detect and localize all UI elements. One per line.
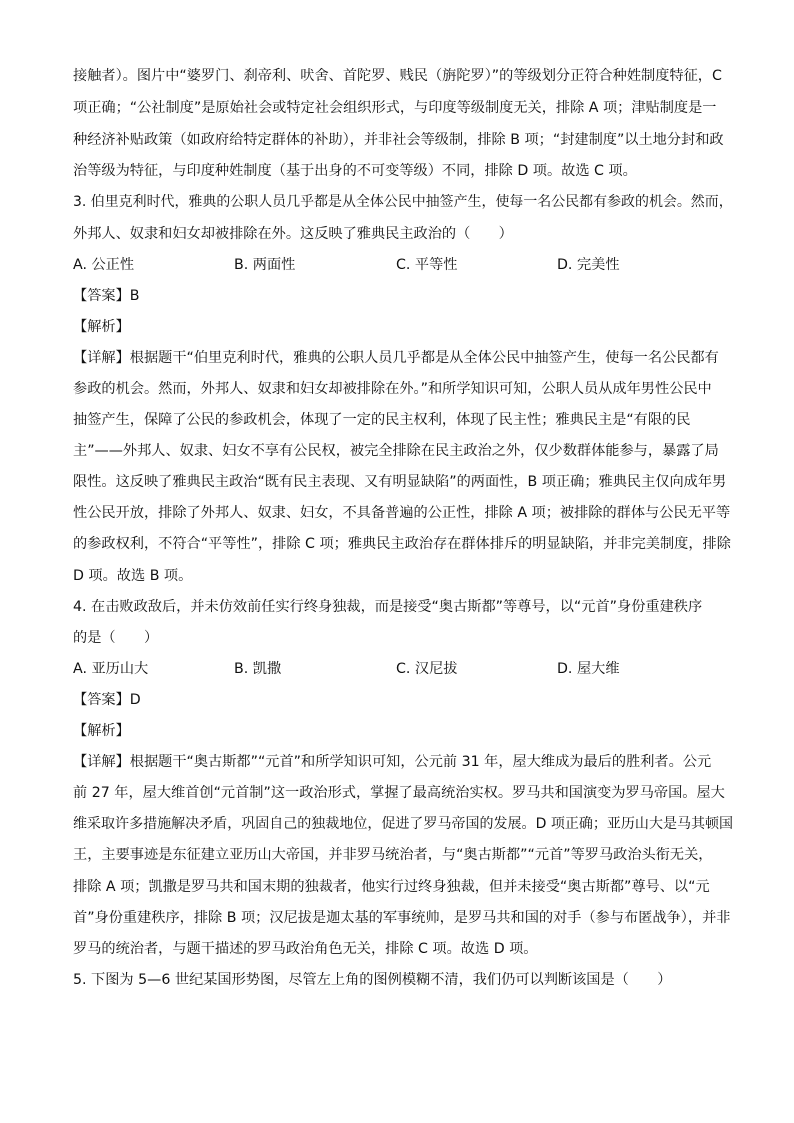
question-3-option-a: A. 公正性 [73,257,135,273]
question-4-option-b: B. 凯撒 [234,661,282,677]
question-3-stem: 3. 伯里克利时代，雅典的公职人员几乎都是从全体公民中抽签产生，使每一名公民都有参政的机会。然而， [73,194,733,210]
question-3-answer: 【答案】B [73,288,140,304]
question-3-detail-line: 性公民开放，排除了外邦人、奴隶、妇女，不具备普遍的公正性，排除 A 项；被排除的群体与公民无平等 [73,505,731,521]
question-3-option-c: C. 平等性 [396,257,458,273]
question-4-detail-line: 首”身份重建秩序，排除 B 项；汉尼拔是迦太基的军事统帅，是罗马共和国的对手（参与布匿战争），并非 [73,910,731,926]
text-line: 治等级为特征，与印度种姓制度（基于出身的不可变等级）不同，排除 D 项。故选 C 项。 [73,163,637,179]
question-3-stem: 外邦人、奴隶和妇女却被排除在外。这反映了雅典民主政治的（ ） [73,226,513,242]
question-4-detail-line: 王，主要事迹是东征建立亚历山大帝国，并非罗马统治者，与“奥古斯都”“元首”等罗马政治头衔无关， [73,847,713,863]
question-3-detail-line: 【详解】根据题干“伯里克利时代，雅典的公职人员几乎都是从全体公民中抽签产生，使每一名公民都有 [73,350,719,366]
question-4-detail-line: 罗马的统治者，与题干描述的罗马政治角色无关，排除 C 项。故选 D 项。 [73,941,538,957]
question-3-detail-line: 主”——外邦人、奴隶、妇女不享有公民权，被完全排除在民主政治之外，仅少数群体能参与，暴露了局 [73,443,719,459]
question-4-detail-line: 前 27 年，屋大维首创“元首制”这一政治形式，掌握了最高统治实权。罗马共和国演变为罗马帝国。屋大 [73,785,725,801]
question-3-option-d: D. 完美性 [557,257,620,273]
question-4-detail-line: 【详解】根据题干“奥古斯都”“元首”和所学知识可知，公元前 31 年，屋大维成为最后的胜利者。公元 [73,754,712,770]
text-line: 接触者）。图片中“婆罗门、刹帝利、吠舍、首陀罗、贱民（旃陀罗）”的等级划分正符合种姓制度特征，C [73,68,722,84]
question-3-detail-line: D 项。故选 B 项。 [73,568,193,584]
question-3-detail-line: 抽签产生，保障了公民的参政机会，体现了一定的民主权利，体现了民主性；雅典民主是“有限的民 [73,412,691,428]
question-4-option-d: D. 屋大维 [557,661,620,677]
question-3-analysis-label: 【解析】 [73,319,130,335]
text-line: 种经济补贴政策（如政府给特定群体的补助），并非社会等级制，排除 B 项；“封建制度”以土地分封和政 [73,132,724,148]
question-3-detail-line: 限性。这反映了雅典民主政治“既有民主表现、又有明显缺陷”的两面性，B 项正确；雅典民主仅向成年男 [73,474,727,490]
question-4-option-c: C. 汉尼拔 [396,661,458,677]
question-4-stem: 的是（ ） [73,630,159,646]
question-4-stem: 4. 在击败政敌后，并未仿效前任实行终身独裁，而是接受“奥古斯都”等尊号，以“元首”身份重建秩序 [73,599,703,615]
question-4-option-a: A. 亚历山大 [73,661,149,677]
question-3-detail-line: 的参政权利，不符合“平等性”，排除 C 项；雅典民主政治存在群体排斥的明显缺陷，并非完美制度，排除 [73,536,731,552]
question-4-detail-line: 维采取许多措施解决矛盾，巩固自己的独裁地位，促进了罗马帝国的发展。D 项正确；亚历山大是马其顿国 [73,816,734,832]
question-4-answer: 【答案】D [73,692,141,708]
question-4-analysis-label: 【解析】 [73,723,130,739]
question-3-detail-line: 参政的机会。然而，外邦人、奴隶和妇女却被排除在外。”和所学知识可知，公职人员从成年男性公民中 [73,381,712,397]
question-3-option-b: B. 两面性 [234,257,296,273]
text-line: 项正确；“公社制度”是原始社会或特定社会组织形式，与印度等级制度无关，排除 A 项；津贴制度是一 [73,100,717,116]
question-5-stem: 5. 下图为 5—6 世纪某国形势图，尽管左上角的图例模糊不清，我们仍可以判断该国是（ ） [73,972,672,988]
question-4-detail-line: 排除 A 项；凯撒是罗马共和国末期的独裁者，他实行过终身独裁，但并未接受“奥古斯都”尊号、以“元 [73,879,710,895]
